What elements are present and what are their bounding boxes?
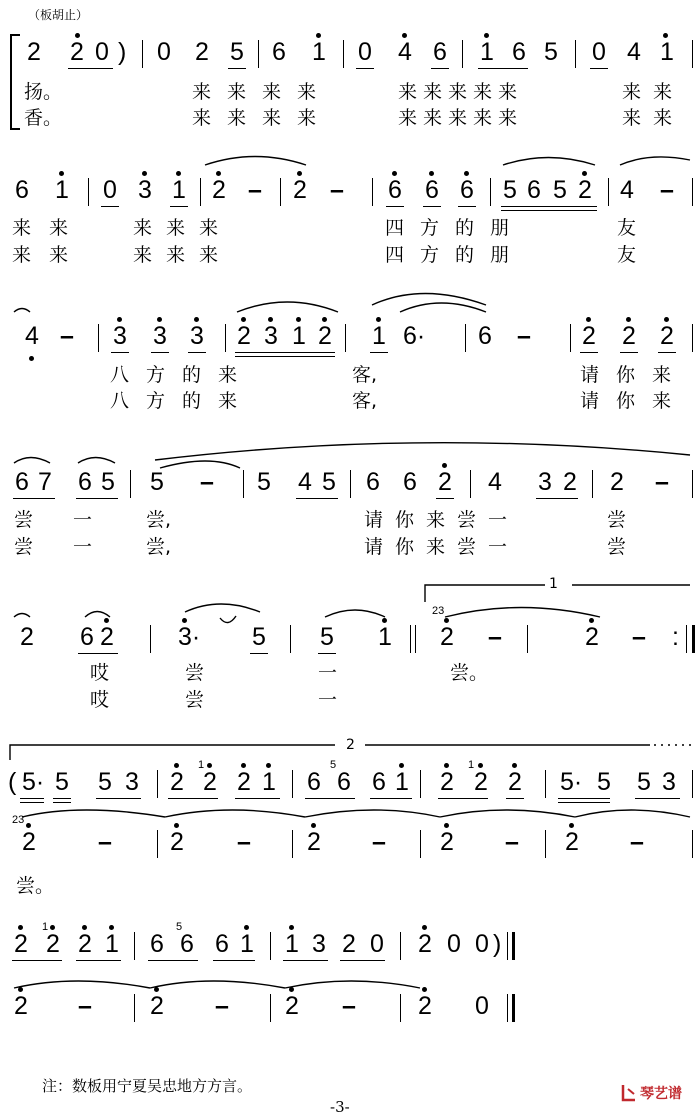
note: 3 [312, 930, 326, 958]
note: 2 [440, 828, 454, 856]
lyric: 来来 [622, 107, 685, 129]
grace-note: 5 [330, 759, 337, 771]
note: 2 [474, 768, 488, 796]
note: 6 [78, 468, 92, 496]
note: 3 [153, 322, 167, 350]
lyric: 来来 [12, 244, 87, 266]
note: – [200, 468, 214, 496]
grace-note: 1 [468, 759, 475, 771]
note: 3 [125, 768, 139, 796]
note: 2 [14, 930, 28, 958]
note: 2 [22, 828, 36, 856]
volta-1-label: 1 [549, 576, 558, 592]
note: 4 [298, 468, 312, 496]
note: 2 [622, 322, 636, 350]
note: 1 [372, 322, 386, 350]
note: 6 [512, 38, 526, 66]
lyric: 客, [352, 390, 378, 412]
note: 2 [585, 623, 599, 651]
note: 0 [370, 930, 384, 958]
lyric: 四方的朋 [385, 217, 526, 239]
note: 2 [418, 930, 432, 958]
note: ) [118, 38, 127, 66]
note: 1 [660, 38, 674, 66]
note: 5 [544, 38, 558, 66]
note: 2 [237, 322, 251, 350]
note: 6 [372, 768, 386, 796]
note: 5 [257, 468, 271, 496]
note: 4 [25, 322, 39, 350]
note: 6 [478, 322, 492, 350]
footnote: 注：数板用宁夏吴忠地方方言。 [42, 1077, 253, 1095]
lyric: 哎 [90, 689, 110, 711]
note: 2 [610, 468, 624, 496]
note: 2 [212, 176, 226, 204]
note: 3· [178, 623, 201, 651]
lyric: 友 [617, 244, 637, 266]
note: 5 [150, 468, 164, 496]
note: 1 [55, 176, 69, 204]
tempo-marking: （板胡止） [28, 8, 89, 22]
note: 3 [113, 322, 127, 350]
lyric: 哎 [90, 662, 110, 684]
lyric: 来来来来来 [398, 107, 524, 129]
note: 0 [475, 992, 489, 1020]
note: – [215, 992, 229, 1020]
lyric: 尝一 [14, 536, 133, 558]
note: – [372, 828, 386, 856]
note: – [630, 828, 644, 856]
note: 5 [252, 623, 266, 651]
note: 4 [398, 38, 412, 66]
note: 2 [170, 828, 184, 856]
note: 6 [80, 623, 94, 651]
note: 1 [395, 768, 409, 796]
lyric: 扬。 [24, 81, 63, 103]
note: 0 [475, 930, 489, 958]
note: 5 [553, 176, 567, 204]
site-logo [620, 1083, 682, 1103]
lyric: 尝 [607, 509, 627, 531]
note: – [98, 828, 112, 856]
note: 6 [272, 38, 286, 66]
lyric: 八方的来 [110, 364, 255, 386]
lyric: 来来来来 [192, 81, 333, 103]
note: 2 [660, 322, 674, 350]
note: 2 [307, 828, 321, 856]
note: 2 [170, 768, 184, 796]
note: 6 [527, 176, 541, 204]
note: 6 [425, 176, 439, 204]
lyric: 尝一 [14, 509, 133, 531]
lyric: 一 [318, 662, 338, 684]
note: 2 [318, 322, 332, 350]
note: 5 [55, 768, 69, 796]
note: 2 [195, 38, 209, 66]
note: 0 [358, 38, 372, 66]
lyric: 请你来 [580, 390, 689, 412]
note: 2 [285, 992, 299, 1020]
note: 5 [637, 768, 651, 796]
note: 6 [15, 468, 29, 496]
note: 2 [150, 992, 164, 1020]
note: 1 [292, 322, 306, 350]
note: 1 [285, 930, 299, 958]
note: 2 [78, 930, 92, 958]
note: 2 [20, 623, 34, 651]
note: 5 [322, 468, 336, 496]
note: – [248, 176, 262, 204]
note: 2 [582, 322, 596, 350]
note: 0 [592, 38, 606, 66]
note: : [672, 623, 679, 651]
note: – [505, 828, 519, 856]
note: 3 [662, 768, 676, 796]
note: – [60, 322, 74, 350]
note: 6· [403, 322, 426, 350]
note: 2 [418, 992, 432, 1020]
logo-icon [620, 1083, 638, 1103]
note: 2 [440, 623, 454, 651]
note: 2 [46, 930, 60, 958]
lyric: 尝。 [450, 662, 489, 684]
page-number: -3- [330, 1098, 350, 1116]
note: 0 [447, 930, 461, 958]
note: 2 [70, 38, 84, 66]
note: – [632, 623, 646, 651]
note: 5 [597, 768, 611, 796]
note: 4 [620, 176, 634, 204]
note: 6 [15, 176, 29, 204]
grace-note: 23 [12, 814, 25, 826]
note: 5 [503, 176, 517, 204]
note: 6 [307, 768, 321, 796]
note: 4 [488, 468, 502, 496]
note: 6 [150, 930, 164, 958]
lyric: 尝 [607, 536, 627, 558]
note: 6 [388, 176, 402, 204]
logo-text: 琴艺谱 [640, 1086, 682, 1102]
note: 0 [95, 38, 109, 66]
note: 1 [312, 38, 326, 66]
note: 2 [100, 623, 114, 651]
note: 1 [262, 768, 276, 796]
lyric: 来来 [12, 217, 87, 239]
note: – [237, 828, 251, 856]
note: 7 [38, 468, 52, 496]
note: 1 [480, 38, 494, 66]
note: 2 [293, 176, 307, 204]
note: – [655, 468, 669, 496]
lyric: 来来来 [133, 244, 233, 266]
note: 2 [440, 768, 454, 796]
note: 2 [27, 38, 41, 66]
note: 6 [403, 468, 417, 496]
lyric: 来来 [622, 81, 685, 103]
note: 6 [337, 768, 351, 796]
note: 5 [98, 768, 112, 796]
lyric: 尝, [146, 509, 172, 531]
note: 2 [14, 992, 28, 1020]
lyric: 尝 [185, 662, 205, 684]
note: ) [493, 930, 502, 958]
note: 2 [508, 768, 522, 796]
note: 5 [320, 623, 334, 651]
note: 5· [560, 768, 583, 796]
note: – [660, 176, 674, 204]
note: 3 [538, 468, 552, 496]
note: 3 [264, 322, 278, 350]
lyric: 来来来来来 [398, 81, 524, 103]
note: 2 [203, 768, 217, 796]
lyric: 八方的来 [110, 390, 255, 412]
note: 5 [101, 468, 115, 496]
note: 6 [460, 176, 474, 204]
note: 6 [366, 468, 380, 496]
note: 2 [342, 930, 356, 958]
note: 1 [378, 623, 392, 651]
lyric: 客, [352, 364, 378, 386]
lyric: 尝。 [16, 875, 55, 897]
note: 2 [563, 468, 577, 496]
lyric: 请你来尝一 [364, 509, 520, 531]
note: 3 [138, 176, 152, 204]
note: 2 [438, 468, 452, 496]
volta-2-label: 2 [346, 737, 355, 753]
lyric: 来来来来 [192, 107, 333, 129]
note: 2 [578, 176, 592, 204]
note: – [488, 623, 502, 651]
note: 6 [180, 930, 194, 958]
note: 1 [240, 930, 254, 958]
note: 6 [433, 38, 447, 66]
lyric: 尝 [185, 689, 205, 711]
grace-note: 1 [42, 921, 49, 933]
note: 1 [105, 930, 119, 958]
lyric: 友 [617, 217, 637, 239]
lyric: 一 [318, 689, 338, 711]
note: 4 [627, 38, 641, 66]
note: 2 [237, 768, 251, 796]
note: – [78, 992, 92, 1020]
grace-note: 1 [198, 759, 205, 771]
note: 0 [103, 176, 117, 204]
lyric: 四方的朋 [385, 244, 526, 266]
grace-note: 5 [176, 921, 183, 933]
lyric: 来来来 [133, 217, 233, 239]
note: ( [8, 768, 17, 796]
note: 5· [22, 768, 45, 796]
note: 5 [230, 38, 244, 66]
note: 3 [190, 322, 204, 350]
note: 6 [215, 930, 229, 958]
lyric: 请你来 [580, 364, 689, 386]
note: 2 [565, 828, 579, 856]
note: 1 [172, 176, 186, 204]
note: – [517, 322, 531, 350]
note: – [330, 176, 344, 204]
lyric: 尝, [146, 536, 172, 558]
note: – [342, 992, 356, 1020]
lyric: 请你来尝一 [364, 536, 520, 558]
note: 0 [157, 38, 171, 66]
lyric: 香。 [24, 107, 63, 129]
grace-note: 23 [432, 605, 445, 617]
